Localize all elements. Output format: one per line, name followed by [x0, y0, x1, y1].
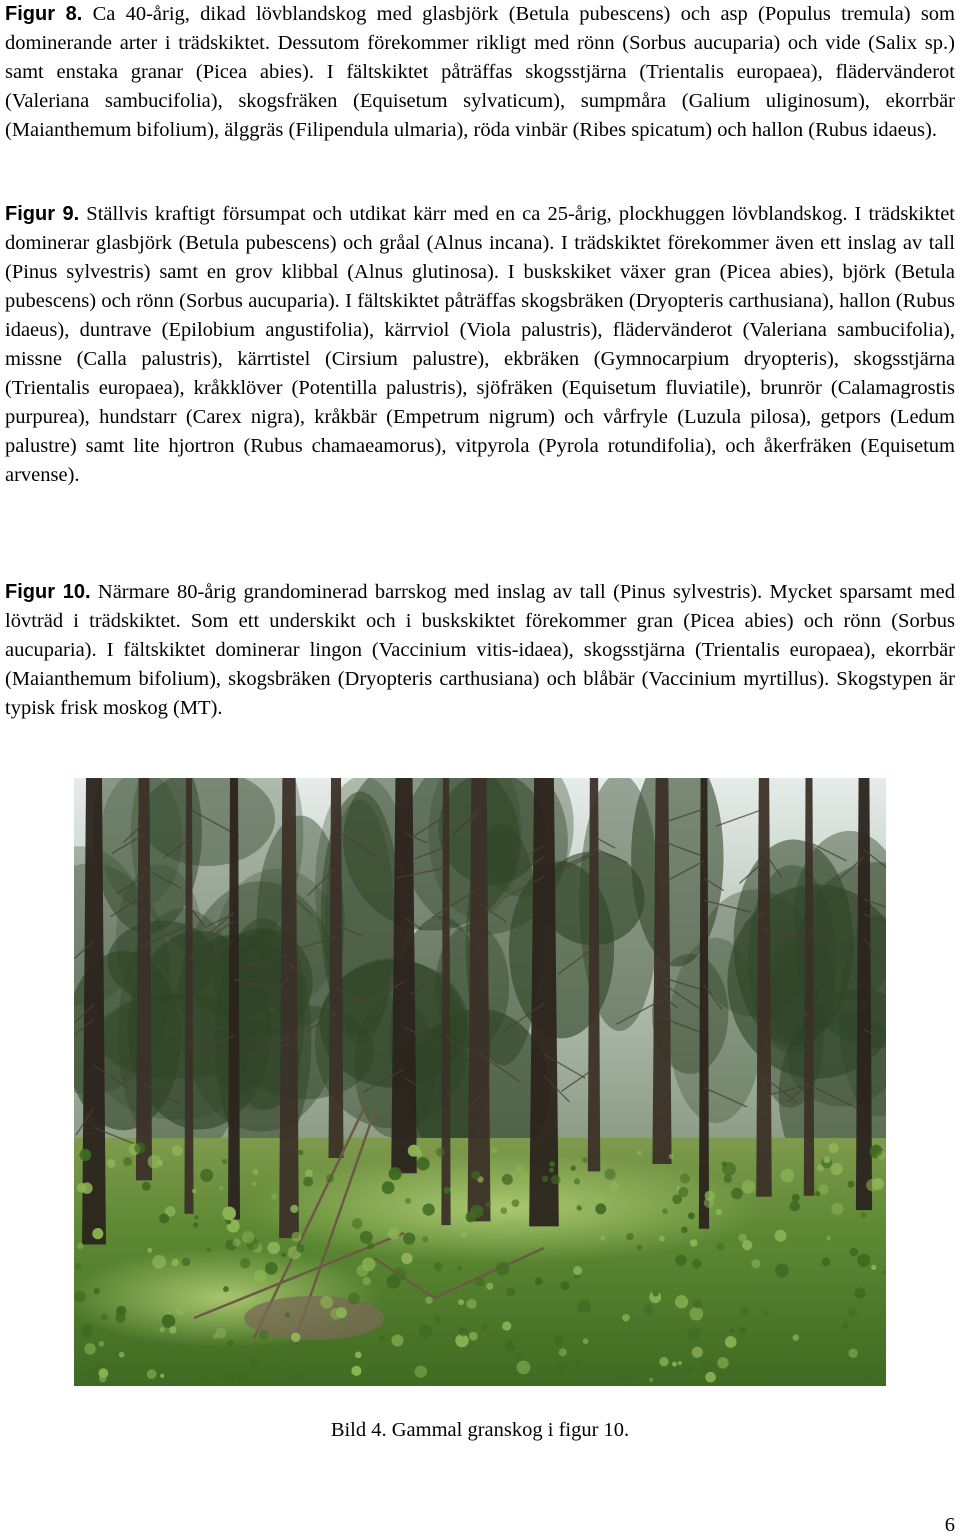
blueberry-shrub — [505, 1341, 515, 1351]
blueberry-shrub — [92, 1228, 103, 1239]
blueberry-shrub — [595, 1203, 606, 1214]
blueberry-shrub — [201, 1376, 209, 1384]
blueberry-shrub — [609, 1181, 619, 1191]
blueberry-shrub — [555, 1363, 568, 1376]
blueberry-shrub — [147, 1248, 152, 1253]
blueberry-shrub — [458, 1327, 468, 1337]
blueberry-shrub — [678, 1187, 688, 1197]
blueberry-shrub — [717, 1357, 728, 1368]
blueberry-shrub — [465, 1212, 476, 1223]
blueberry-shrub — [848, 1308, 857, 1317]
blueberry-shrub — [382, 1181, 395, 1194]
blueberry-shrub — [147, 1369, 157, 1379]
blueberry-shrub — [77, 1243, 83, 1249]
blueberry-shrub — [688, 1327, 701, 1340]
blueberry-shrub — [486, 1283, 493, 1290]
blueberry-shrub — [363, 1277, 371, 1285]
blueberry-shrub — [348, 1293, 360, 1305]
blueberry-shrub — [389, 1167, 402, 1180]
blueberry-shrub — [792, 1194, 800, 1202]
blueberry-shrub — [233, 1238, 241, 1246]
blueberry-shrub — [516, 1165, 523, 1172]
blueberry-shrub — [475, 1278, 484, 1287]
blueberry-shrub — [583, 1338, 588, 1343]
blueberry-shrub — [182, 1258, 190, 1266]
blueberry-shrub — [469, 1332, 478, 1341]
blueberry-shrub — [681, 1227, 688, 1234]
blueberry-shrub — [152, 1255, 166, 1269]
blueberry-shrub — [866, 1179, 878, 1191]
blueberry-shrub — [222, 1207, 236, 1221]
forest-photo — [74, 778, 886, 1386]
blueberry-shrub — [693, 1299, 702, 1308]
blueberry-shrub — [781, 1169, 795, 1183]
blueberry-shrub — [285, 1312, 290, 1317]
blueberry-shrub — [810, 1379, 814, 1383]
paragraph-text: Ställvis kraftigt försumpat och utdikat kärr med en ca 25-årig, plockhuggen lövblandskog. I trädskiktet dominerar glasbjörk (Betula pubescens) och gråal (Alnus incana). I trädskiktet förekommer även ett inslag av tall (Pinus sylvestris) samt en grov klibbal (Alnus glutinosa). I buskskiket växer gran (Picea abies), björk (Betula pubescens) och rönn (Sorbus aucuparia). I fältskiktet påträffas skogsbräken (Dryopteris carthusiana), hallon (Rubus idaeus), duntrave (Epilobium angustifolia), kärrviol (Viola palustris), flädervänderot (Valeriana sambucifolia), missne (Calla palustris), kärrtistel (Cirsium palustre), ekbräken (Gymnocarpium dryopteris), skogsstjärna (Trientalis europaea), kråkklöver (Potentilla palustris), sjöfräken (Equisetum fluviatile), brunrör (Calamagrostis purpurea), hundstarr (Carex nigra), kråkbär (Empetrum nigrum) och vårfryle (Luzula pilosa), getpors (Ledum palustre) samt lite hjortron (Rubus chamaeamorus), vitpyrola (Pyrola rotundifolia), och åkerfräken (Equisetum arvense). — [5, 203, 955, 486]
blueberry-shrub — [827, 1236, 831, 1240]
paragraph-figur-9 — [5, 200, 955, 490]
blueberry-shrub — [425, 1297, 432, 1304]
blueberry-shrub — [742, 1240, 752, 1250]
blueberry-shrub — [192, 1189, 196, 1193]
blueberry-shrub — [600, 1236, 605, 1241]
blueberry-shrub — [213, 1334, 218, 1339]
blueberry-shrub — [675, 1255, 686, 1266]
blueberry-shrub — [142, 1182, 151, 1191]
blueberry-shrub — [506, 1221, 519, 1234]
blueberry-shrub — [492, 1148, 498, 1154]
blueberry-shrub — [725, 1336, 737, 1348]
blueberry-shrub — [250, 1357, 260, 1367]
blueberry-shrub — [303, 1177, 313, 1187]
blueberry-shrub — [793, 1334, 799, 1340]
blueberry-shrub — [861, 1212, 867, 1218]
blueberry-shrub — [486, 1202, 491, 1207]
paragraph-text: Närmare 80-årig grandominerad barrskog med inslag av tall (Pinus sylvestris). Mycket sparsamt med lövträd i trädskiktet. Som ett underskikt och i buskskiktet förekommer gran (Picea abies) och rönn (Sorbus aucuparia). I fältskiktet dominerar lingon (Vaccinium vitis-idaea), skogsstjärna (Trientalis europaea), ekorrbär (Maianthemum bifolium), skogsbräken (Dryopteris carthusiana) och blåbär (Vaccinium myrtillus). Skogstypen är typisk frisk moskog (MT). — [5, 581, 955, 719]
blueberry-shrub — [659, 1236, 665, 1242]
blueberry-shrub — [352, 1218, 363, 1229]
blueberry-shrub — [848, 1348, 857, 1357]
blueberry-shrub — [481, 1324, 488, 1331]
blueberry-shrub — [434, 1262, 443, 1271]
blueberry-shrub — [659, 1357, 668, 1366]
blueberry-shrub — [326, 1174, 335, 1183]
page-number: 6 — [944, 1514, 955, 1536]
blueberry-shrub — [582, 1157, 587, 1162]
spruce-foliage — [669, 938, 762, 1123]
photo-caption: Bild 4. Gammal granskog i figur 10. — [330, 1419, 630, 1441]
blueberry-shrub — [460, 1232, 466, 1238]
blueberry-shrub — [119, 1352, 125, 1358]
blueberry-shrub — [560, 1281, 569, 1290]
figure-label: Figur 10. — [5, 581, 91, 603]
tree-trunk — [756, 778, 772, 1197]
blueberry-shrub — [506, 1287, 515, 1296]
blueberry-shrub — [401, 1253, 412, 1264]
blueberry-shrub — [171, 1259, 178, 1266]
blueberry-shrub — [172, 1145, 183, 1156]
blueberry-shrub — [393, 1267, 406, 1280]
blueberry-shrub — [689, 1307, 703, 1321]
blueberry-shrub — [830, 1163, 842, 1175]
blueberry-shrub — [434, 1316, 441, 1323]
tree-trunk — [468, 778, 491, 1221]
blueberry-shrub — [351, 1366, 361, 1376]
figure-label: Figur 8. — [5, 3, 83, 25]
blueberry-shrub — [818, 1184, 828, 1194]
blueberry-shrub — [500, 1207, 507, 1214]
blueberry-shrub — [574, 1360, 581, 1367]
blueberry-shrub — [415, 1150, 422, 1157]
blueberry-shrub — [200, 1169, 213, 1182]
blueberry-shrub — [240, 1258, 250, 1268]
blueberry-shrub — [496, 1262, 509, 1275]
blueberry-shrub — [574, 1178, 580, 1184]
blueberry-shrub — [722, 1162, 736, 1176]
blueberry-shrub — [622, 1314, 629, 1321]
blueberry-shrub — [775, 1263, 789, 1277]
blueberry-shrub — [704, 1197, 714, 1207]
blueberry-shrub — [751, 1259, 760, 1268]
blueberry-shrub — [458, 1299, 464, 1305]
blueberry-shrub — [637, 1245, 642, 1250]
blueberry-shrub — [688, 1212, 695, 1219]
blueberry-shrub — [515, 1353, 523, 1361]
blueberry-shrub — [828, 1143, 839, 1154]
blueberry-shrub — [517, 1361, 531, 1375]
tree-trunk — [329, 778, 344, 1158]
blueberry-shrub — [450, 1186, 455, 1191]
blueberry-shrub — [716, 1209, 722, 1215]
blueberry-shrub — [436, 1148, 445, 1157]
blueberry-shrub — [93, 1288, 100, 1295]
blueberry-shrub — [219, 1186, 224, 1191]
blueberry-shrub — [700, 1359, 712, 1371]
forest-illustration — [74, 778, 886, 1386]
blueberry-shrub — [75, 1263, 82, 1270]
blueberry-shrub — [405, 1198, 411, 1204]
blueberry-shrub — [77, 1183, 87, 1193]
blueberry-shrub — [680, 1173, 690, 1183]
blueberry-shrub — [169, 1326, 176, 1333]
blueberry-shrub — [415, 1365, 427, 1377]
blueberry-shrub — [101, 1314, 108, 1321]
blueberry-shrub — [291, 1232, 301, 1242]
blueberry-shrub — [259, 1330, 269, 1340]
blueberry-shrub — [551, 1175, 561, 1185]
blueberry-shrub — [367, 1243, 374, 1250]
blueberry-shrub — [644, 1305, 653, 1314]
blueberry-shrub — [379, 1335, 385, 1341]
blueberry-shrub — [160, 1374, 164, 1378]
blueberry-shrub — [605, 1169, 616, 1180]
blueberry-shrub — [284, 1366, 289, 1371]
blueberry-shrub — [854, 1288, 865, 1299]
blueberry-shrub — [789, 1201, 799, 1211]
blueberry-shrub — [227, 1340, 234, 1347]
blueberry-shrub — [690, 1239, 698, 1247]
blueberry-shrub — [775, 1230, 787, 1242]
blueberry-shrub — [81, 1323, 93, 1335]
blueberry-shrub — [471, 1171, 480, 1180]
blueberry-shrub — [175, 1306, 185, 1316]
blueberry-shrub — [443, 1187, 450, 1194]
blueberry-shrub — [730, 1328, 735, 1333]
blueberry-shrub — [237, 1372, 248, 1383]
blueberry-shrub — [502, 1321, 511, 1330]
blueberry-shrub — [134, 1143, 145, 1154]
tree-trunk — [228, 778, 240, 1219]
blueberry-shrub — [764, 1311, 768, 1315]
blueberry-shrub — [687, 1367, 693, 1373]
blueberry-shrub — [672, 1362, 677, 1367]
blueberry-shrub — [504, 1186, 508, 1190]
blueberry-shrub — [388, 1228, 400, 1240]
tree-trunk — [279, 778, 299, 1238]
blueberry-shrub — [84, 1343, 96, 1355]
blueberry-shrub — [549, 1168, 554, 1173]
blueberry-shrub — [98, 1368, 108, 1378]
blueberry-shrub — [254, 1270, 266, 1282]
blueberry-shrub — [637, 1151, 641, 1155]
blueberry-shrub — [842, 1322, 849, 1329]
paragraph-figur-10 — [5, 578, 955, 723]
blueberry-shrub — [519, 1172, 529, 1182]
blueberry-shrub — [850, 1248, 859, 1257]
blueberry-shrub — [271, 1193, 277, 1199]
blueberry-shrub — [871, 1265, 876, 1270]
blueberry-shrub — [362, 1258, 376, 1272]
blueberry-shrub — [649, 1378, 653, 1382]
tree-trunk — [699, 778, 709, 1229]
blueberry-shrub — [549, 1161, 555, 1167]
blueberry-shrub — [252, 1182, 256, 1186]
blueberry-shrub — [330, 1308, 342, 1320]
tree-trunk — [652, 778, 671, 1164]
blueberry-shrub — [542, 1175, 549, 1182]
blueberry-shrub — [573, 1266, 582, 1275]
blueberry-shrub — [739, 1327, 746, 1334]
blueberry-shrub — [535, 1277, 543, 1285]
paragraph-figur-8 — [5, 0, 955, 145]
blueberry-shrub — [222, 1159, 227, 1164]
blueberry-shrub — [159, 1213, 169, 1223]
blueberry-shrub — [570, 1165, 576, 1171]
blueberry-shrub — [290, 1205, 298, 1213]
blueberry-shrub — [422, 1236, 428, 1242]
blueberry-shrub — [223, 1286, 229, 1292]
tree-trunk — [184, 778, 193, 1214]
blueberry-shrub — [242, 1231, 254, 1243]
blueberry-shrub — [692, 1347, 703, 1358]
blueberry-shrub — [882, 1270, 886, 1274]
blueberry-shrub — [419, 1325, 432, 1338]
blueberry-shrub — [652, 1290, 658, 1296]
blueberry-shrub — [847, 1180, 854, 1187]
blueberry-shrub — [422, 1203, 434, 1215]
blueberry-shrub — [467, 1299, 477, 1309]
blueberry-shrub — [403, 1232, 415, 1244]
blueberry-shrub — [716, 1243, 724, 1251]
blueberry-shrub — [559, 1348, 567, 1356]
blueberry-shrub — [580, 1198, 591, 1209]
blueberry-shrub — [159, 1327, 164, 1332]
blueberry-shrub — [742, 1180, 756, 1194]
blueberry-shrub — [669, 1154, 674, 1159]
blueberry-shrub — [79, 1149, 91, 1161]
blueberry-shrub — [296, 1244, 304, 1252]
blueberry-shrub — [502, 1174, 513, 1185]
blueberry-shrub — [267, 1242, 280, 1255]
tree-trunk — [441, 778, 450, 1225]
blueberry-shrub — [614, 1376, 623, 1385]
blueberry-shrub — [692, 1259, 701, 1268]
blueberry-shrub — [74, 1291, 86, 1303]
figure-label: Figur 9. — [5, 203, 80, 225]
tree-trunk — [529, 778, 559, 1226]
blueberry-shrub — [705, 1372, 716, 1383]
blueberry-shrub — [626, 1233, 633, 1240]
blueberry-shrub — [860, 1368, 873, 1381]
blueberry-shrub — [265, 1262, 278, 1275]
blueberry-shrub — [193, 1222, 198, 1227]
blueberry-shrub — [457, 1266, 462, 1271]
blueberry-shrub — [86, 1370, 98, 1382]
blueberry-shrub — [220, 1368, 233, 1381]
blueberry-shrub — [822, 1257, 831, 1266]
blueberry-shrub — [98, 1341, 104, 1347]
blueberry-shrub — [305, 1169, 313, 1177]
blueberry-shrub — [823, 1156, 830, 1163]
blueberry-shrub — [123, 1157, 132, 1166]
blueberry-shrub — [731, 1188, 743, 1200]
tree-trunk — [804, 778, 814, 1196]
paragraph-text: Ca 40-årig, dikad lövblandskog med glasbjörk (Betula pubescens) och asp (Populus tremula) som dominerande arter i trädskiktet. Dessutom förekommer rikligt med rönn (Sorbus aucuparia) och vide (Salix sp.) samt enstaka granar (Picea abies). I fältskiktet påträffas skogsstjärna (Trientalis europaea), flädervänderot (Valeriana sambucifolia), skogsfräken (Equisetum sylvaticum), sumpmåra (Galium uliginosum), ekorrbär (Maianthemum bifolium), älggräs (Filipendula ulmaria), röda vinbär (Ribes spicatum) och hallon (Rubus idaeus). — [5, 3, 955, 141]
blueberry-shrub — [162, 1314, 176, 1328]
blueberry-shrub — [831, 1203, 843, 1215]
blueberry-shrub — [114, 1352, 119, 1357]
blueberry-shrub — [554, 1336, 564, 1346]
blueberry-shrub — [675, 1295, 688, 1308]
blueberry-shrub — [107, 1159, 116, 1168]
blueberry-shrub — [194, 1215, 198, 1219]
blueberry-shrub — [391, 1335, 403, 1347]
blueberry-shrub — [678, 1361, 682, 1365]
blueberry-shrub — [512, 1199, 520, 1207]
blueberry-shrub — [148, 1155, 162, 1169]
blueberry-shrub — [291, 1332, 301, 1342]
blueberry-shrub — [207, 1248, 212, 1253]
blueberry-shrub — [740, 1307, 749, 1316]
blueberry-shrub — [662, 1208, 668, 1214]
blueberry-shrub — [360, 1231, 373, 1244]
blueberry-shrub — [320, 1296, 333, 1309]
blueberry-shrub — [252, 1169, 258, 1175]
blueberry-shrub — [281, 1252, 286, 1257]
tree-trunk — [856, 778, 872, 1210]
blueberry-shrub — [857, 1254, 870, 1267]
blueberry-shrub — [355, 1352, 362, 1359]
blueberry-shrub — [871, 1145, 882, 1156]
blueberry-shrub — [724, 1175, 732, 1183]
blueberry-shrub — [298, 1150, 303, 1155]
blueberry-shrub — [577, 1300, 591, 1314]
blueberry-shrub — [116, 1306, 126, 1316]
blueberry-shrub — [417, 1157, 430, 1170]
